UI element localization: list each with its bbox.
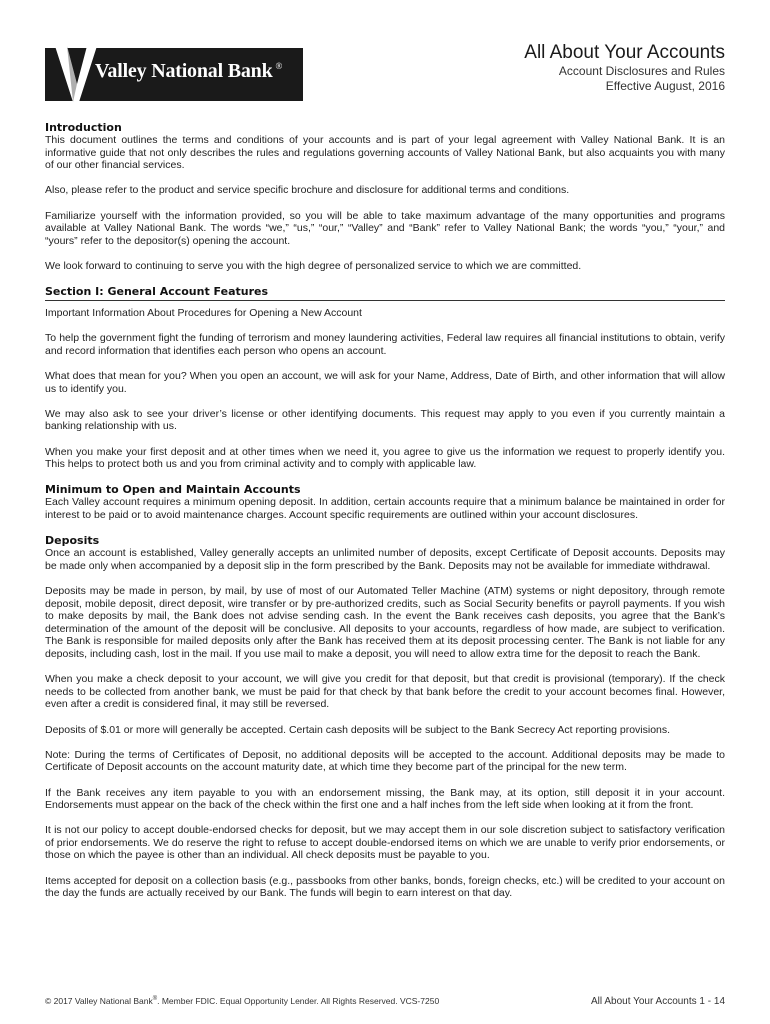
valley-v-logo-icon <box>53 44 99 104</box>
intro-paragraph-4: We look forward to continuing to serve you with the high degree of personalized service to which we are committed. <box>45 259 582 272</box>
deposits-paragraph-5: Note: During the terms of Certificates of Deposit, no additional deposits will be accepted to the account. Additional deposits may be made to Certificate of Deposit accounts on the account maturity date, at which time they become part of the principal for the new term. <box>45 748 725 774</box>
logo-text: Valley National Bank ® <box>95 60 283 82</box>
deposits-paragraph-7: It is not our policy to accept double-endorsed checks for deposit, but we may accept them in our sole discretion subject to satisfactory verification of prior endorsements. We do reserve the right to refuse to accept double-endorsed items on which we are unable to verify prior endorsements, or those on which the payee is other than an individual. All check deposits must be payable to you. <box>45 824 725 862</box>
heading-introduction: Introduction <box>45 121 122 134</box>
deposits-paragraph-1: Once an account is established, Valley generally accepts an unlimited number of deposits, except Certificate of Deposit accounts. Deposits may be made only when accompanied by a deposit slip in the form prescribed by the Bank. Deposits may not be available for immediate withdrawal. <box>45 547 725 572</box>
minimum-paragraph-1: Each Valley account requires a minimum opening deposit. In addition, certain accounts require that a minimum balance be maintained in order for interest to be paid or to avoid maintenance charges. Account specific requirements are outlined within your account disclosures. <box>45 496 725 522</box>
deposits-paragraph-3: When you make a check deposit to your account, we will give you credit for that deposit, but that credit is provisional (temporary). If the check needs to be collected from another bank, we must be paid for that check by that bank before the credit to your account becomes final. However, even after a credit is considered final, it may still be reversed. <box>45 673 725 711</box>
footer-copyright: © 2017 Valley National Bank®. Member FDIC. Equal Opportunity Lender. All Rights Reserved. VCS-7250 <box>45 996 440 1006</box>
section1-subheading: Important Information About Procedures for Opening a New Account <box>45 307 362 320</box>
section1-paragraph-2: What does that mean for you? When you open an account, we will ask for your Name, Address, Date of Birth, and other information that will allow us to identify you. <box>45 370 725 395</box>
deposits-paragraph-6: If the Bank receives any item payable to you with an endorsement missing, the Bank may, at its option, still deposit it in your account. Endorsements must appear on the back of the check within the first one and a half inches from the left side when looking at it from the front. <box>45 786 725 812</box>
footer-page-number: All About Your Accounts 1 - 14 <box>591 996 725 1007</box>
heading-minimum: Minimum to Open and Maintain Accounts <box>45 483 301 497</box>
bank-logo <box>45 48 303 101</box>
intro-paragraph-2: Also, please refer to the product and service specific brochure and disclosure for additional terms and conditions. <box>45 184 570 197</box>
deposits-paragraph-2: Deposits may be made in person, by mail, by use of most of our Automated Teller Machine (ATM) systems or night depository, through remote deposit, mobile deposit, direct deposit, wire transfer or by pre-authorized credits, such as Social Security benefits or payroll payments. If you wish to make deposits by mail, the Bank does not advise sending cash. In the event the Bank receives cash deposits, you agree that the Bank’s determination of the amount of the deposit will be conclusive. All deposits to your accounts, regardless of how made, are subject to verification. The Bank is responsible for mailed deposits only after the Bank has received them at its deposit processing center. The Bank is not liable for any deposits, including cash, lost in the mail. If you use mail to make a deposit, you will need to allow extra time for the deposit to reach the Bank. <box>45 585 725 660</box>
deposits-paragraph-4: Deposits of $.01 or more will generally be accepted. Certain cash deposits will be subject to the Bank Secrecy Act reporting provisions. <box>45 723 671 736</box>
page-footer <box>45 996 725 1010</box>
document-body <box>45 121 725 900</box>
title-block <box>524 42 725 94</box>
intro-paragraph-1: This document outlines the terms and conditions of your accounts and is part of your legal agreement with Valley National Bank. It is an informative guide that not only describes the rules and regulations governing accounts of Valley National Bank, but also acquaints you with many of our other financial services. <box>45 134 725 172</box>
effective-date: Effective August, 2016 <box>605 79 725 93</box>
heading-section-1: Section I: General Account Features <box>45 285 725 301</box>
deposits-paragraph-8: Items accepted for deposit on a collection basis (e.g., passbooks from other banks, bonds, foreign checks, etc.) will be credited to your account on the day the funds are actually received by our Bank. The funds will begin to earn interest on that day. <box>45 874 725 900</box>
document-subtitle: Account Disclosures and Rules <box>558 64 725 78</box>
section1-paragraph-4: When you make your first deposit and at other times when we need it, you agree to give us the information we request to properly identify you. This helps to protect both us and you from criminal activity and to comply with applicable law. <box>45 445 725 471</box>
document-title: All About Your Accounts <box>524 42 725 63</box>
document-page <box>45 0 725 1024</box>
intro-paragraph-3: Familiarize yourself with the information provided, so you will be able to take maximum advantage of the many opportunities and programs available at Valley National Bank. The words “we,” “us,” “our,” “Valley” and “Bank” refer to Valley National Bank; the words “you,” “your,” and “yours” refer to the depositor(s) opening the account. <box>45 209 725 247</box>
section1-paragraph-3: We may also ask to see your driver’s license or other identifying documents. This request may apply to you even if you currently maintain a banking relationship with us. <box>45 407 725 433</box>
heading-deposits: Deposits <box>45 534 100 548</box>
section1-paragraph-1: To help the government fight the funding of terrorism and money laundering activities, Federal law requires all financial institutions to obtain, verify and record information that identifies each person who opens an account. <box>45 332 725 357</box>
